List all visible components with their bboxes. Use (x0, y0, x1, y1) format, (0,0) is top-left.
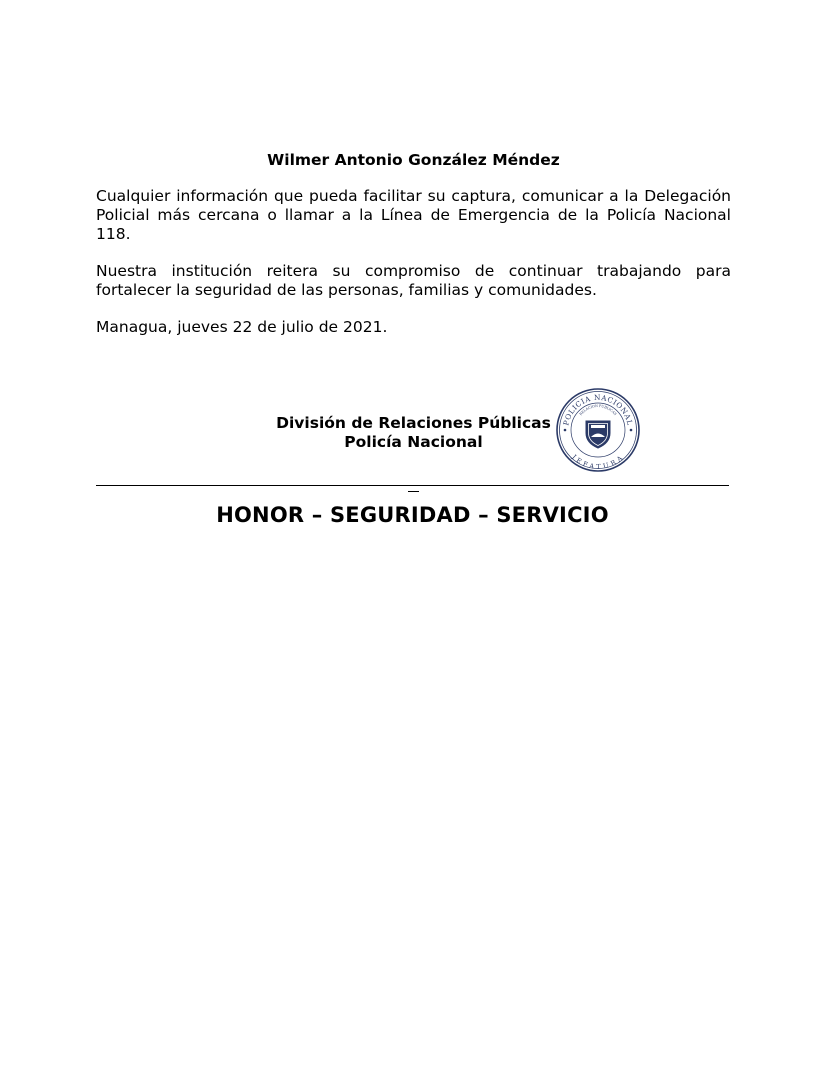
signature-institution: Policía Nacional (344, 433, 483, 451)
svg-text:JEFATURA (570, 452, 626, 471)
signature-division: División de Relaciones Públicas (276, 414, 551, 432)
separator-line (96, 485, 729, 486)
police-seal-icon (555, 387, 641, 473)
document-body (96, 150, 731, 355)
signature-block (96, 384, 731, 474)
commitment-paragraph: Nuestra institución reitera su compromiso de continuar trabajando para fortalecer la seguridad de las personas, familias y comunidades. (96, 262, 731, 299)
info-paragraph: Cualquier información que pueda facilitar su captura, comunicar a la Delegación Policial más cercana o llamar a la Línea de Emergencia de la Policía Nacional 118. (96, 187, 731, 243)
date-line: Managua, jueves 22 de julio de 2021. (96, 318, 388, 336)
seal-top-text: POLICIA NACIONAL (561, 392, 635, 427)
seal-inner-text: RELACION PUBLICAS (578, 403, 618, 417)
svg-text:RELACION PUBLICAS (579, 404, 618, 417)
motto-overline-mark (408, 491, 419, 492)
signature-text (246, 414, 581, 452)
motto: HONOR – SEGURIDAD – SERVICIO (216, 503, 609, 527)
seal-bottom-text: JEFATURA (570, 453, 626, 471)
person-name-heading: Wilmer Antonio González Méndez (267, 151, 560, 169)
